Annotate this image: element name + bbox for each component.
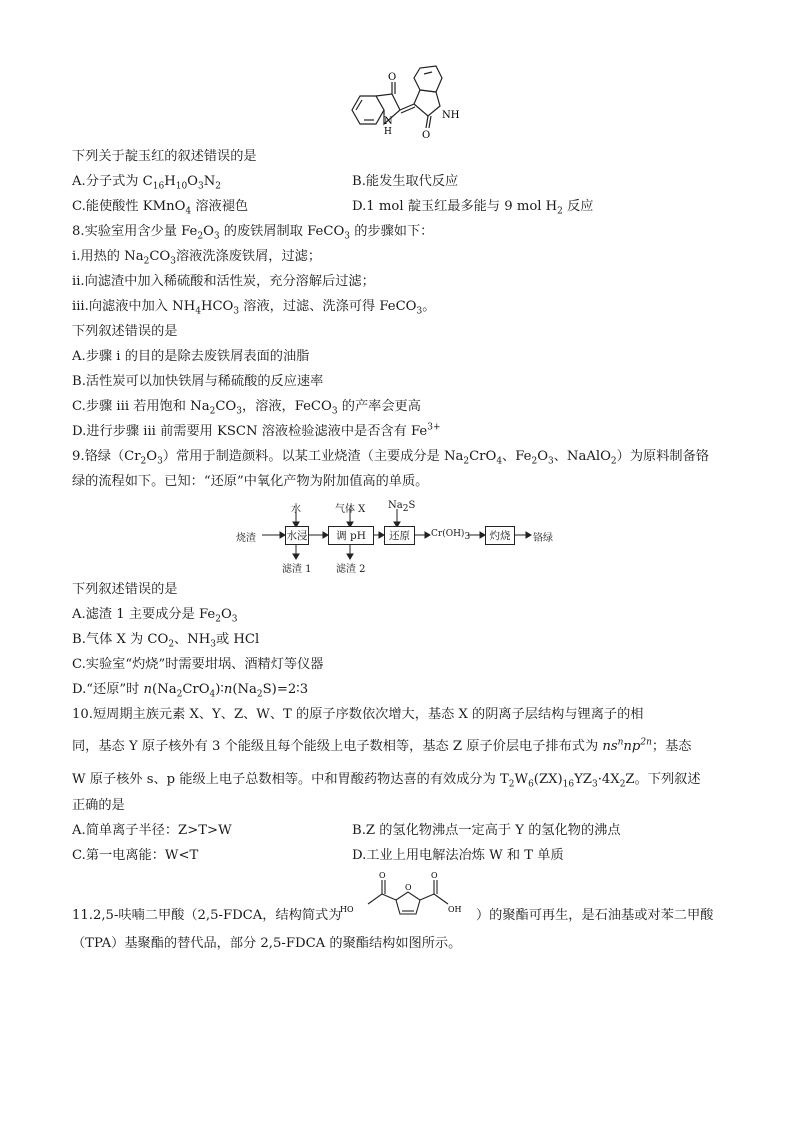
- q8-option-c: C.步骤 iii 若用饱和 $Na_2CO_3$，溶液，FeCO$_3$ 的产率会更高: [72, 399, 421, 417]
- q8-step-3: iii.向滤液中加入 $NH_4HCO_3$ 溶液，过滤、洗涤可得 FeCO$_3$。: [72, 299, 436, 317]
- q8-option-b: B.活性炭可以加快铁屑与稀硫酸的反应速率: [72, 374, 324, 389]
- flow-end: 铬绿: [533, 533, 553, 544]
- q11-line-2: （TPA）基聚酯的替代品，部分 2,5-FDCA 的聚酯结构如图所示。: [72, 936, 462, 951]
- q9-ask: 下列叙述错误的是: [72, 582, 178, 597]
- q7-option-c: C.能使酸性 KMnO$_4$ 溶液褪色: [72, 199, 249, 217]
- o-label-2: O: [422, 130, 431, 141]
- q9-option-c: C.实验室“灼烧”时需要坩埚、酒精灯等仪器: [72, 657, 324, 672]
- flow-residue-1: 滤渣 1: [282, 564, 312, 575]
- q7-option-d: D.1 mol 靛玉红最多能与 9 mol $H_2$ 反应: [352, 199, 594, 217]
- q9-stem-2: 绿的流程如下。已知：“还原”中氧化产物为附加值高的单质。: [72, 474, 429, 489]
- q10-line-1: 10.短周期主族元素 X、Y、Z、W、T 的原子序数依次增大，基态 X 的阴离子层结构与锂离子的相: [72, 707, 644, 722]
- q10-line-4: 正确的是: [72, 798, 125, 813]
- fdca-structure: [338, 868, 478, 928]
- q8-option-a: A.步骤 i 的目的是除去废铁屑表面的油脂: [72, 349, 310, 364]
- q10-option-c: C.第一电离能：W<T: [72, 848, 199, 863]
- q9-option-b: B.气体 X 为 $CO_2$、$NH_3$或 HCl: [72, 632, 260, 650]
- flow-na2s: $Na_2S$: [388, 500, 416, 514]
- q8-ask: 下列叙述错误的是: [72, 324, 178, 339]
- q7-option-b: B.能发生取代反应: [352, 174, 459, 189]
- q7-stem: 下列关于靛玉红的叙述错误的是: [72, 149, 257, 164]
- q10-option-d: D.工业上用电解法冶炼 W 和 T 单质: [352, 848, 564, 863]
- flow-reduce-box: 还原: [384, 526, 415, 545]
- flow-croh3: $Cr(OH)_3$: [431, 529, 471, 542]
- q9-stem-1: 9.铬绿$(Cr_2O_3)$常用于制造颜料。以某工业烧渣（主要成分是 $Na_2CrO_4$、$Fe_2O_3$、NaAlO$_2$）为原料制备铬: [72, 449, 709, 467]
- fdca-ring-o: O: [405, 883, 412, 892]
- fdca-ho-left: HO: [340, 905, 354, 914]
- q8-option-d: D.进行步骤 iii 前需要用 KSCN 溶液检验滤液中是否含有 $Fe^{3+}$: [72, 422, 441, 439]
- q8-step-2: ii.向滤渣中加入稀硫酸和活性炭，充分溶解后过滤；: [72, 274, 375, 289]
- q8-stem: 8.实验室用含少量 $Fe_2O_3$ 的废铁屑制取 FeCO$_3$ 的步骤如下：: [72, 224, 434, 242]
- q9-option-a: A.滤渣 1 主要成分是 $Fe_2O_3$: [72, 607, 238, 625]
- fdca-oh-right: OH: [448, 905, 462, 914]
- q11-line-1b: ）的聚酯可再生，是石油基或对苯二甲酸: [476, 908, 714, 923]
- q8-step-1: i.用热的 $Na_2CO_3$溶液洗涤废铁屑，过滤；: [72, 249, 322, 267]
- n-label-1: N: [384, 116, 393, 127]
- q10-line-3: W 原子核外 s、p 能级上电子总数相等。中和胃酸药物达喜的有效成分为 $T_2W_6(ZX)_{16}YZ_3\cdot 4X_2Z$。下列叙述: [72, 772, 701, 790]
- fdca-o-right: O: [431, 871, 438, 880]
- nh-label-2: NH: [442, 110, 460, 121]
- flow-water: 水: [291, 504, 301, 515]
- q10-option-a: A.简单离子半径：Z>T>W: [72, 823, 232, 838]
- h-label-1: H: [384, 127, 392, 137]
- q7-option-a: A.分子式为 $C_{16}H_{10}O_3N_2$: [72, 174, 221, 192]
- q9-option-d: D.“还原”时 $n(Na_2CrO_4)∶n(Na_2S)=2∶3$: [72, 682, 309, 700]
- flow-leach-box: 水浸: [285, 526, 309, 545]
- indirubin-structure: [0, 0, 794, 140]
- flow-start: 烧渣: [236, 533, 256, 544]
- q10-line-2: 同，基态 Y 原子核外有 3 个能级且每个能级上电子数相等，基态 Z 原子价层电子排布式为 $ns^nnp^{2n}$；基态: [72, 737, 692, 754]
- flow-ph-box: 调 pH: [328, 526, 374, 545]
- fdca-o-left: O: [379, 871, 386, 880]
- flow-gas-x: 气体 X: [335, 504, 366, 515]
- q10-option-b: B.Z 的氢化物沸点一定高于 Y 的氢化物的沸点: [352, 823, 621, 838]
- flow-residue-2: 滤渣 2: [336, 564, 366, 575]
- flow-burn-box: 灼烧: [485, 526, 515, 545]
- q11-line-1a: 11.2,5-呋喃二甲酸（2,5-FDCA，结构简式为: [72, 908, 342, 923]
- o-label-1: O: [388, 72, 397, 83]
